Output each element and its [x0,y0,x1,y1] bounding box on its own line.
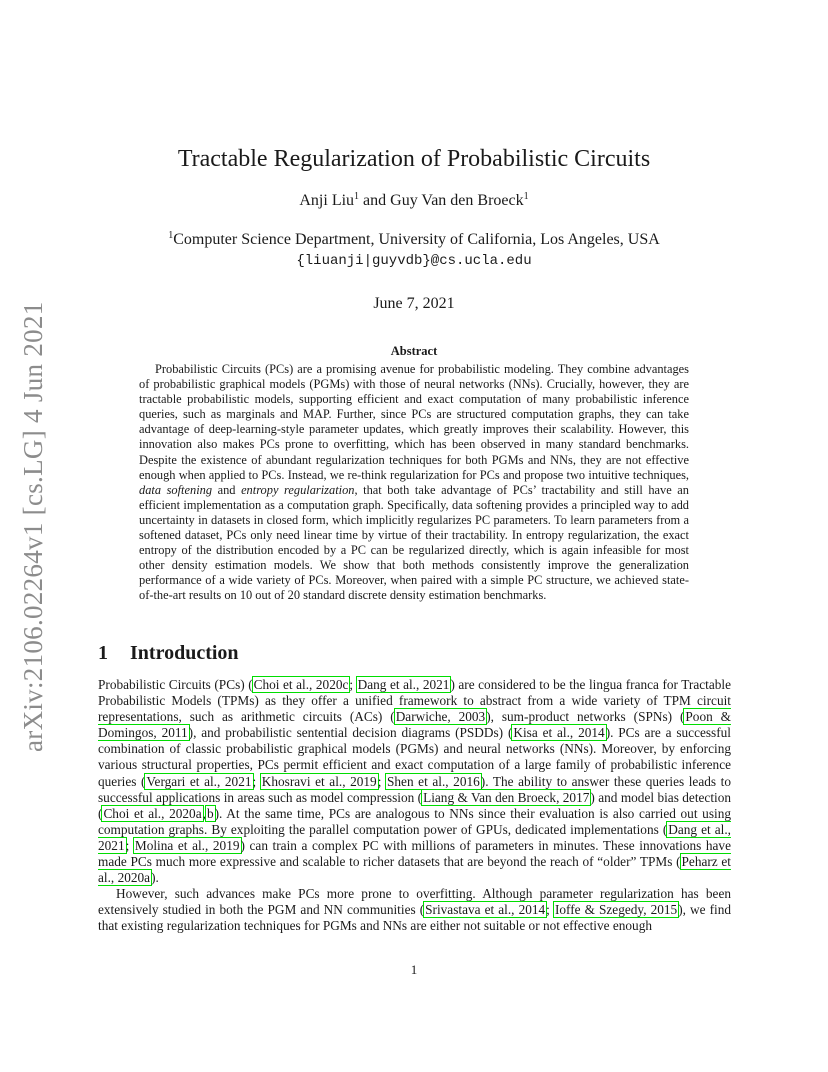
body-text: , [202,805,206,821]
body-text: ) can train a complex PC with millions of parameters in minutes. These innovations have made PCs much more expressive and scalable to richer datasets that are beyond the reach of “older” TPMs ( [98,837,731,870]
abstract-text: , that both take advantage of PCs’ tractability and still have an efficient implementation as a computation graph. Specifically, data softening provides a principled way to add uncertainty in datasets in closed form, which implicitly regularizes PC parameters. To learn parameters from a softened dataset, PCs only need linear time by virtue of their tractability. In entropy regularization, the exact entropy of the distribution encoded by a PC can be regularized directly, which is again infeasible for most other density estimation models. We show that both methods consistently improve the generalization performance of a wide variety of PCs. Moreover, when paired with a simple PC structure, we achieved state-of-the-art results on 10 out of 20 standard discrete density estimation benchmarks. [139,482,689,603]
citation-link[interactable]: Shen et al., 2016 [387,773,480,789]
body-text: ). The ability to answer these queries leads to successful applications in areas such as model compression ( [98,773,731,805]
page-number: 1 [410,962,418,977]
body-text: ) are considered to be the lingua franca for Tractable Probabilistic Models (TPMs) as they offer a unified framework to abstract from a wide variety of TPM circuit representations, such as arithmetic circuits (ACs) ( [98,677,731,725]
affiliation-text: Computer Science Department, University of California, Los Angeles, USA [173,231,660,248]
arxiv-identifier: arXiv:2106.02264v1 [cs.LG] 4 Jun 2021 [18,301,48,752]
citation-link[interactable]: Dang et al., 2021 [357,677,450,692]
body-text: ; [377,773,386,789]
author-conjunction: and [359,192,391,209]
body-text: ), sum-product networks (SPNs) ( [486,709,685,725]
body-text: ) and model bias detection ( [98,789,732,821]
body-text: ; [125,837,134,853]
citation-link[interactable]: Peharz et al., 2020a [98,854,731,886]
section-heading [98,642,239,665]
body-text: ). At the same time, PCs are analogous to NNs since their evaluation is also carried out using computation graphs. By exploiting the parallel computation power of GPUs, dedicated implementations ( [98,805,731,837]
intro-paragraph-2 [98,886,731,934]
affiliation-marker: 1 [168,230,174,241]
body-text: ; [546,902,554,918]
citation-link[interactable]: Ioffe & Szegedy, 2015 [554,902,678,918]
citation-link[interactable]: Molina et al., 2019 [134,837,240,853]
author-name: Guy Van den Broeck [390,192,524,209]
citation-link[interactable]: Srivastava et al., 2014 [425,902,546,918]
citation-link[interactable]: Vergari et al., 2021 [146,773,252,789]
paper-date: June 7, 2021 [373,295,455,312]
citation-link[interactable]: Poon & Domingos, 2011 [98,709,731,741]
section-number: 1 [98,642,108,664]
citation-link[interactable]: Liang & Van den Broeck, 2017 [423,789,590,805]
author-list [0,192,828,210]
abstract-emphasis: entropy regularization [241,482,355,497]
affiliation [0,231,828,249]
body-text: Probabilistic Circuits (PCs) ( [98,677,253,692]
abstract-text: Probabilistic Circuits (PCs) are a promising avenue for probabilistic modeling. They combine advantages of probabilistic graphical models (PGMs) with those of neural networks (NNs). Crucially, however, they are tractable probabilistic models, supporting efficient and exact computation of many probabilistic inference queries, such as marginals and MAP. Further, since PCs are structured computation graphs, they can take advantage of deep-learning-style parameter updates, which greatly improves their scalability. However, this innovation also makes PCs prone to overfitting, which has been observed in many standard benchmarks. Despite the existence of abundant regularization techniques for both PGMs and NNs, they are not effective enough when applied to PCs. Instead, we re-think regularization for PCs and propose two intuitive techniques, [139,362,689,482]
citation-link[interactable]: Choi et al., 2020c [253,677,349,692]
body-text: ; [349,677,357,692]
abstract-body [139,362,689,604]
body-text: ; [252,773,261,789]
author-name: Anji Liu [299,192,355,209]
author-email: {liuanji|guyvdb}@cs.ucla.edu [296,253,532,269]
abstract-text: and [212,482,242,497]
paper-title: Tractable Regularization of Probabilistic Circuits [177,146,651,172]
body-text: However, such advances make PCs more prone to overfitting. Although parameter regularization has been extensively studied in both the PGM and NN communities ( [98,886,731,918]
citation-link[interactable]: Dang et al., 2021 [98,821,732,853]
body-text: ). PCs are a successful combination of classic probabilistic graphical models (PGMs) and neural networks (NNs). Moreover, by enforcing various structural properties, PCs permit efficient and exact computation of a large family of probabilistic inference queries ( [98,725,731,789]
body-text: ). [151,870,159,886]
citation-link[interactable]: b [206,805,214,821]
intro-paragraph-1 [98,677,731,886]
abstract-emphasis: data softening [139,482,213,497]
body-text: ), we find that existing regularization techniques for PGMs and NNs are either not suitable or not effective enough [98,902,731,934]
abstract-heading: Abstract [390,344,438,358]
affiliation-marker: 1 [523,191,529,202]
citation-link[interactable]: Khosravi et al., 2019 [261,773,377,789]
body-text: ), and probabilistic sentential decision diagrams (PSDDs) ( [188,725,513,741]
citation-link[interactable]: Kisa et al., 2014 [513,725,605,741]
citation-link[interactable]: Darwiche, 2003 [395,709,486,725]
affiliation-marker: 1 [354,191,360,202]
citation-link[interactable]: Choi et al., 2020a [103,805,202,821]
section-title: Introduction [130,642,239,664]
